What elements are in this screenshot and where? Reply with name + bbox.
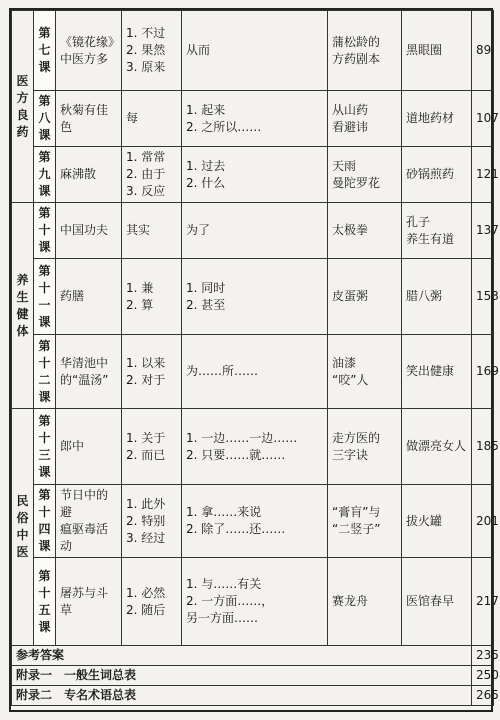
grammar-line: 为……所…… xyxy=(186,364,259,378)
words-line: 2. 对于 xyxy=(126,372,166,387)
grammar-line: 2. 一方面……， xyxy=(186,594,274,608)
reading-topic xyxy=(328,203,402,259)
culture-line: 道地药材 xyxy=(406,111,455,125)
lesson-title xyxy=(56,11,122,91)
title-line: 华清池中的“温汤” xyxy=(60,355,109,387)
words-line: 3. 原来 xyxy=(126,60,166,74)
reading-topic xyxy=(328,485,402,558)
lesson-title xyxy=(56,485,122,558)
unit-char: 药 xyxy=(16,124,29,139)
appendix-row[interactable] xyxy=(12,666,494,686)
appendix-row[interactable] xyxy=(12,686,494,706)
lesson-number xyxy=(34,335,56,409)
page-number[interactable]: 185 xyxy=(472,409,494,485)
culture-topic xyxy=(402,11,472,91)
page-number[interactable]: 107 xyxy=(472,91,494,147)
page-number[interactable]: 250 xyxy=(472,666,494,686)
lesson-number xyxy=(34,485,56,558)
vocabulary-words xyxy=(122,558,182,646)
unit-char: 医 xyxy=(16,545,29,559)
words-line: 每 xyxy=(126,111,139,125)
lesson-char: 第 xyxy=(38,206,51,220)
culture-line: 腊八粥 xyxy=(406,289,443,303)
culture-line: 做漂亮女人 xyxy=(406,439,467,453)
reading-line: 三字诀 xyxy=(332,447,369,462)
words-line: 其实 xyxy=(126,223,151,237)
lesson-number xyxy=(34,558,56,646)
lesson-char: 课 xyxy=(38,60,51,74)
lesson-char: 课 xyxy=(38,619,51,634)
lesson-char: 课 xyxy=(38,184,51,198)
lesson-char: 十 xyxy=(38,223,51,237)
unit-label xyxy=(12,11,34,203)
appendix-row[interactable] xyxy=(12,646,494,666)
unit-label xyxy=(12,203,34,409)
lesson-char: 第 xyxy=(38,338,51,353)
grammar-points xyxy=(182,147,328,203)
culture-topic xyxy=(402,558,472,646)
unit-char: 医 xyxy=(16,73,29,88)
page-number[interactable]: 169 xyxy=(472,335,494,409)
lesson-char: 课 xyxy=(38,128,51,142)
unit-char: 民 xyxy=(16,494,29,508)
title-line: 中国功夫 xyxy=(60,223,109,237)
words-line: 1. 兼 xyxy=(126,280,154,295)
toc-row[interactable] xyxy=(12,203,494,259)
lesson-char: 四 xyxy=(38,522,51,536)
lesson-char: 课 xyxy=(38,539,51,553)
vocabulary-words xyxy=(122,409,182,485)
grammar-line: 从而 xyxy=(186,43,211,57)
reading-topic xyxy=(328,147,402,203)
grammar-line: 2. 之所以…… xyxy=(186,119,262,134)
culture-line: 笑出健康 xyxy=(406,364,455,378)
page-number[interactable]: 121 xyxy=(472,147,494,203)
lesson-number xyxy=(34,203,56,259)
culture-line: 养生有道 xyxy=(406,231,455,246)
reading-line: 曼陀罗花 xyxy=(332,175,381,190)
vocabulary-words xyxy=(122,147,182,203)
grammar-line: 2. 只要……就…… xyxy=(186,447,286,462)
lesson-char: 第 xyxy=(38,26,51,40)
lesson-char: 十 xyxy=(38,585,51,600)
words-line: 1. 不过 xyxy=(126,26,166,40)
toc-row[interactable] xyxy=(12,91,494,147)
title-line: 秋菊有佳色 xyxy=(60,102,109,134)
toc-table xyxy=(11,10,499,706)
culture-topic xyxy=(402,91,472,147)
lesson-char: 第 xyxy=(38,568,51,583)
toc-row[interactable] xyxy=(12,558,494,646)
vocabulary-words xyxy=(122,11,182,91)
lesson-title xyxy=(56,203,122,259)
reading-line: 看避讳 xyxy=(332,119,369,134)
lesson-char: 第 xyxy=(38,150,51,164)
unit-char: 体 xyxy=(16,323,29,338)
lesson-char: 第 xyxy=(38,94,51,108)
reading-topic xyxy=(328,409,402,485)
reading-line: 皮蛋粥 xyxy=(332,289,369,303)
reading-line: 方药剧本 xyxy=(332,51,381,66)
grammar-points xyxy=(182,259,328,335)
grammar-line: 1. 拿……来说 xyxy=(186,505,262,519)
unit-char: 俗 xyxy=(16,511,29,525)
page-number[interactable]: 201 xyxy=(472,485,494,558)
page-number[interactable]: 137 xyxy=(472,203,494,259)
appendix-label: 附录一 一般生词总表 xyxy=(12,666,472,686)
grammar-line: 1. 同时 xyxy=(186,280,226,295)
words-line: 1. 以来 xyxy=(126,355,166,370)
grammar-line: 1. 一边……一边…… xyxy=(186,430,298,445)
lesson-char: 七 xyxy=(38,43,51,57)
unit-label xyxy=(12,409,34,646)
reading-line: 走方医的 xyxy=(332,430,381,445)
culture-line: 孔子 xyxy=(406,214,431,229)
culture-topic xyxy=(402,203,472,259)
reading-topic xyxy=(328,91,402,147)
grammar-line: 1. 过去 xyxy=(186,158,226,173)
lesson-char: 第 xyxy=(38,413,51,428)
reading-line: 蒲松龄的 xyxy=(332,34,381,49)
words-line: 3. 经过 xyxy=(126,530,166,545)
lesson-char: 十 xyxy=(38,355,51,370)
vocabulary-words xyxy=(122,485,182,558)
culture-topic xyxy=(402,409,472,485)
title-line: 中医方多 xyxy=(60,51,109,66)
page-number[interactable]: 217 xyxy=(472,558,494,646)
lesson-char: 十 xyxy=(38,280,51,295)
reading-topic xyxy=(328,11,402,91)
reading-topic xyxy=(328,558,402,646)
lesson-char: 十 xyxy=(38,430,51,445)
lesson-title xyxy=(56,335,122,409)
title-line: 郎中 xyxy=(60,439,85,453)
vocabulary-words xyxy=(122,335,182,409)
grammar-line: 2. 除了……还…… xyxy=(186,522,286,536)
lesson-char: 课 xyxy=(38,389,51,404)
grammar-points xyxy=(182,558,328,646)
lesson-title xyxy=(56,91,122,147)
grammar-line: 1. 起来 xyxy=(186,102,226,117)
lesson-char: 十 xyxy=(38,505,51,519)
lesson-char: 八 xyxy=(38,111,51,125)
words-line: 1. 必然 xyxy=(126,585,166,600)
unit-char: 良 xyxy=(16,107,29,122)
lesson-char: 第 xyxy=(38,263,51,278)
appendix-label: 参考答案 xyxy=(12,646,472,666)
lesson-number xyxy=(34,91,56,147)
lesson-char: 九 xyxy=(38,167,51,181)
lesson-char: 二 xyxy=(38,372,51,387)
lesson-title xyxy=(56,409,122,485)
title-line: 《镜花缘》 xyxy=(60,34,121,49)
grammar-points xyxy=(182,11,328,91)
grammar-points xyxy=(182,335,328,409)
culture-line: 拔火罐 xyxy=(406,513,443,528)
reading-line: 油漆 xyxy=(332,355,357,370)
reading-line: 太极拳 xyxy=(332,223,369,237)
toc-row[interactable] xyxy=(12,485,494,558)
page-number[interactable]: 235 xyxy=(472,646,494,666)
page-number[interactable]: 89 xyxy=(472,11,494,91)
lesson-number xyxy=(34,147,56,203)
reading-line: “二竖子” xyxy=(332,522,381,536)
grammar-line: 2. 甚至 xyxy=(186,297,226,312)
page-number[interactable]: 265 xyxy=(472,686,494,706)
lesson-char: 课 xyxy=(38,314,51,329)
title-line: 节日中的避 xyxy=(60,488,109,519)
words-line: 2. 而已 xyxy=(126,447,166,462)
unit-char: 生 xyxy=(16,289,29,304)
culture-line: 砂锅煎药 xyxy=(406,167,455,181)
culture-topic xyxy=(402,259,472,335)
toc-row[interactable] xyxy=(12,259,494,335)
vocabulary-words xyxy=(122,91,182,147)
words-line: 2. 特别 xyxy=(126,513,166,528)
toc-sheet xyxy=(9,8,499,712)
grammar-points xyxy=(182,485,328,558)
vocabulary-words xyxy=(122,203,182,259)
lesson-char: 五 xyxy=(38,602,51,617)
lesson-title xyxy=(56,259,122,335)
lesson-number xyxy=(34,409,56,485)
page-number[interactable]: 153 xyxy=(472,259,494,335)
lesson-title xyxy=(56,147,122,203)
words-line: 2. 由于 xyxy=(126,167,166,181)
lesson-char: 一 xyxy=(38,297,51,312)
words-line: 2. 随后 xyxy=(126,602,166,617)
grammar-line: 1. 与……有关 xyxy=(186,577,262,591)
reading-topic xyxy=(328,259,402,335)
reading-line: 赛龙舟 xyxy=(332,594,369,608)
toc-row[interactable] xyxy=(12,11,494,91)
grammar-points xyxy=(182,203,328,259)
words-line: 2. 算 xyxy=(126,297,154,312)
reading-line: “咬”人 xyxy=(332,372,369,387)
lesson-char: 课 xyxy=(38,240,51,254)
words-line: 1. 此外 xyxy=(126,496,166,511)
grammar-points xyxy=(182,409,328,485)
unit-char: 中 xyxy=(16,528,29,542)
appendix-label: 附录二 专名术语总表 xyxy=(12,686,472,706)
words-line: 1. 常常 xyxy=(126,150,166,164)
grammar-points xyxy=(182,91,328,147)
toc-row[interactable] xyxy=(12,335,494,409)
unit-char: 方 xyxy=(16,90,29,105)
grammar-line: 2. 什么 xyxy=(186,175,226,190)
words-line: 3. 反应 xyxy=(126,184,166,198)
lesson-number xyxy=(34,259,56,335)
lesson-char: 第 xyxy=(38,488,51,502)
reading-line: “膏肓”与 xyxy=(332,505,381,519)
lesson-title xyxy=(56,558,122,646)
culture-line: 医馆春早 xyxy=(406,594,455,608)
title-line: 麻沸散 xyxy=(60,167,97,181)
vocabulary-words xyxy=(122,259,182,335)
title-line: 瘟驱毒活动 xyxy=(60,522,109,553)
culture-topic xyxy=(402,335,472,409)
culture-topic xyxy=(402,147,472,203)
words-line: 2. 果然 xyxy=(126,43,166,57)
unit-char: 养 xyxy=(16,272,29,287)
title-line: 屠苏与斗草 xyxy=(60,585,109,617)
reading-topic xyxy=(328,335,402,409)
title-line: 药膳 xyxy=(60,289,85,303)
culture-topic xyxy=(402,485,472,558)
reading-line: 从山药 xyxy=(332,102,369,117)
toc-row[interactable] xyxy=(12,147,494,203)
culture-line: 黑眼圈 xyxy=(406,43,443,57)
grammar-line: 另一方面…… xyxy=(186,611,259,625)
lesson-char: 课 xyxy=(38,464,51,479)
unit-char: 健 xyxy=(16,306,29,321)
lesson-number xyxy=(34,11,56,91)
lesson-char: 三 xyxy=(38,447,51,462)
words-line: 1. 关于 xyxy=(126,430,166,445)
toc-row[interactable] xyxy=(12,409,494,485)
grammar-line: 为了 xyxy=(186,223,211,237)
reading-line: 天雨 xyxy=(332,158,357,173)
